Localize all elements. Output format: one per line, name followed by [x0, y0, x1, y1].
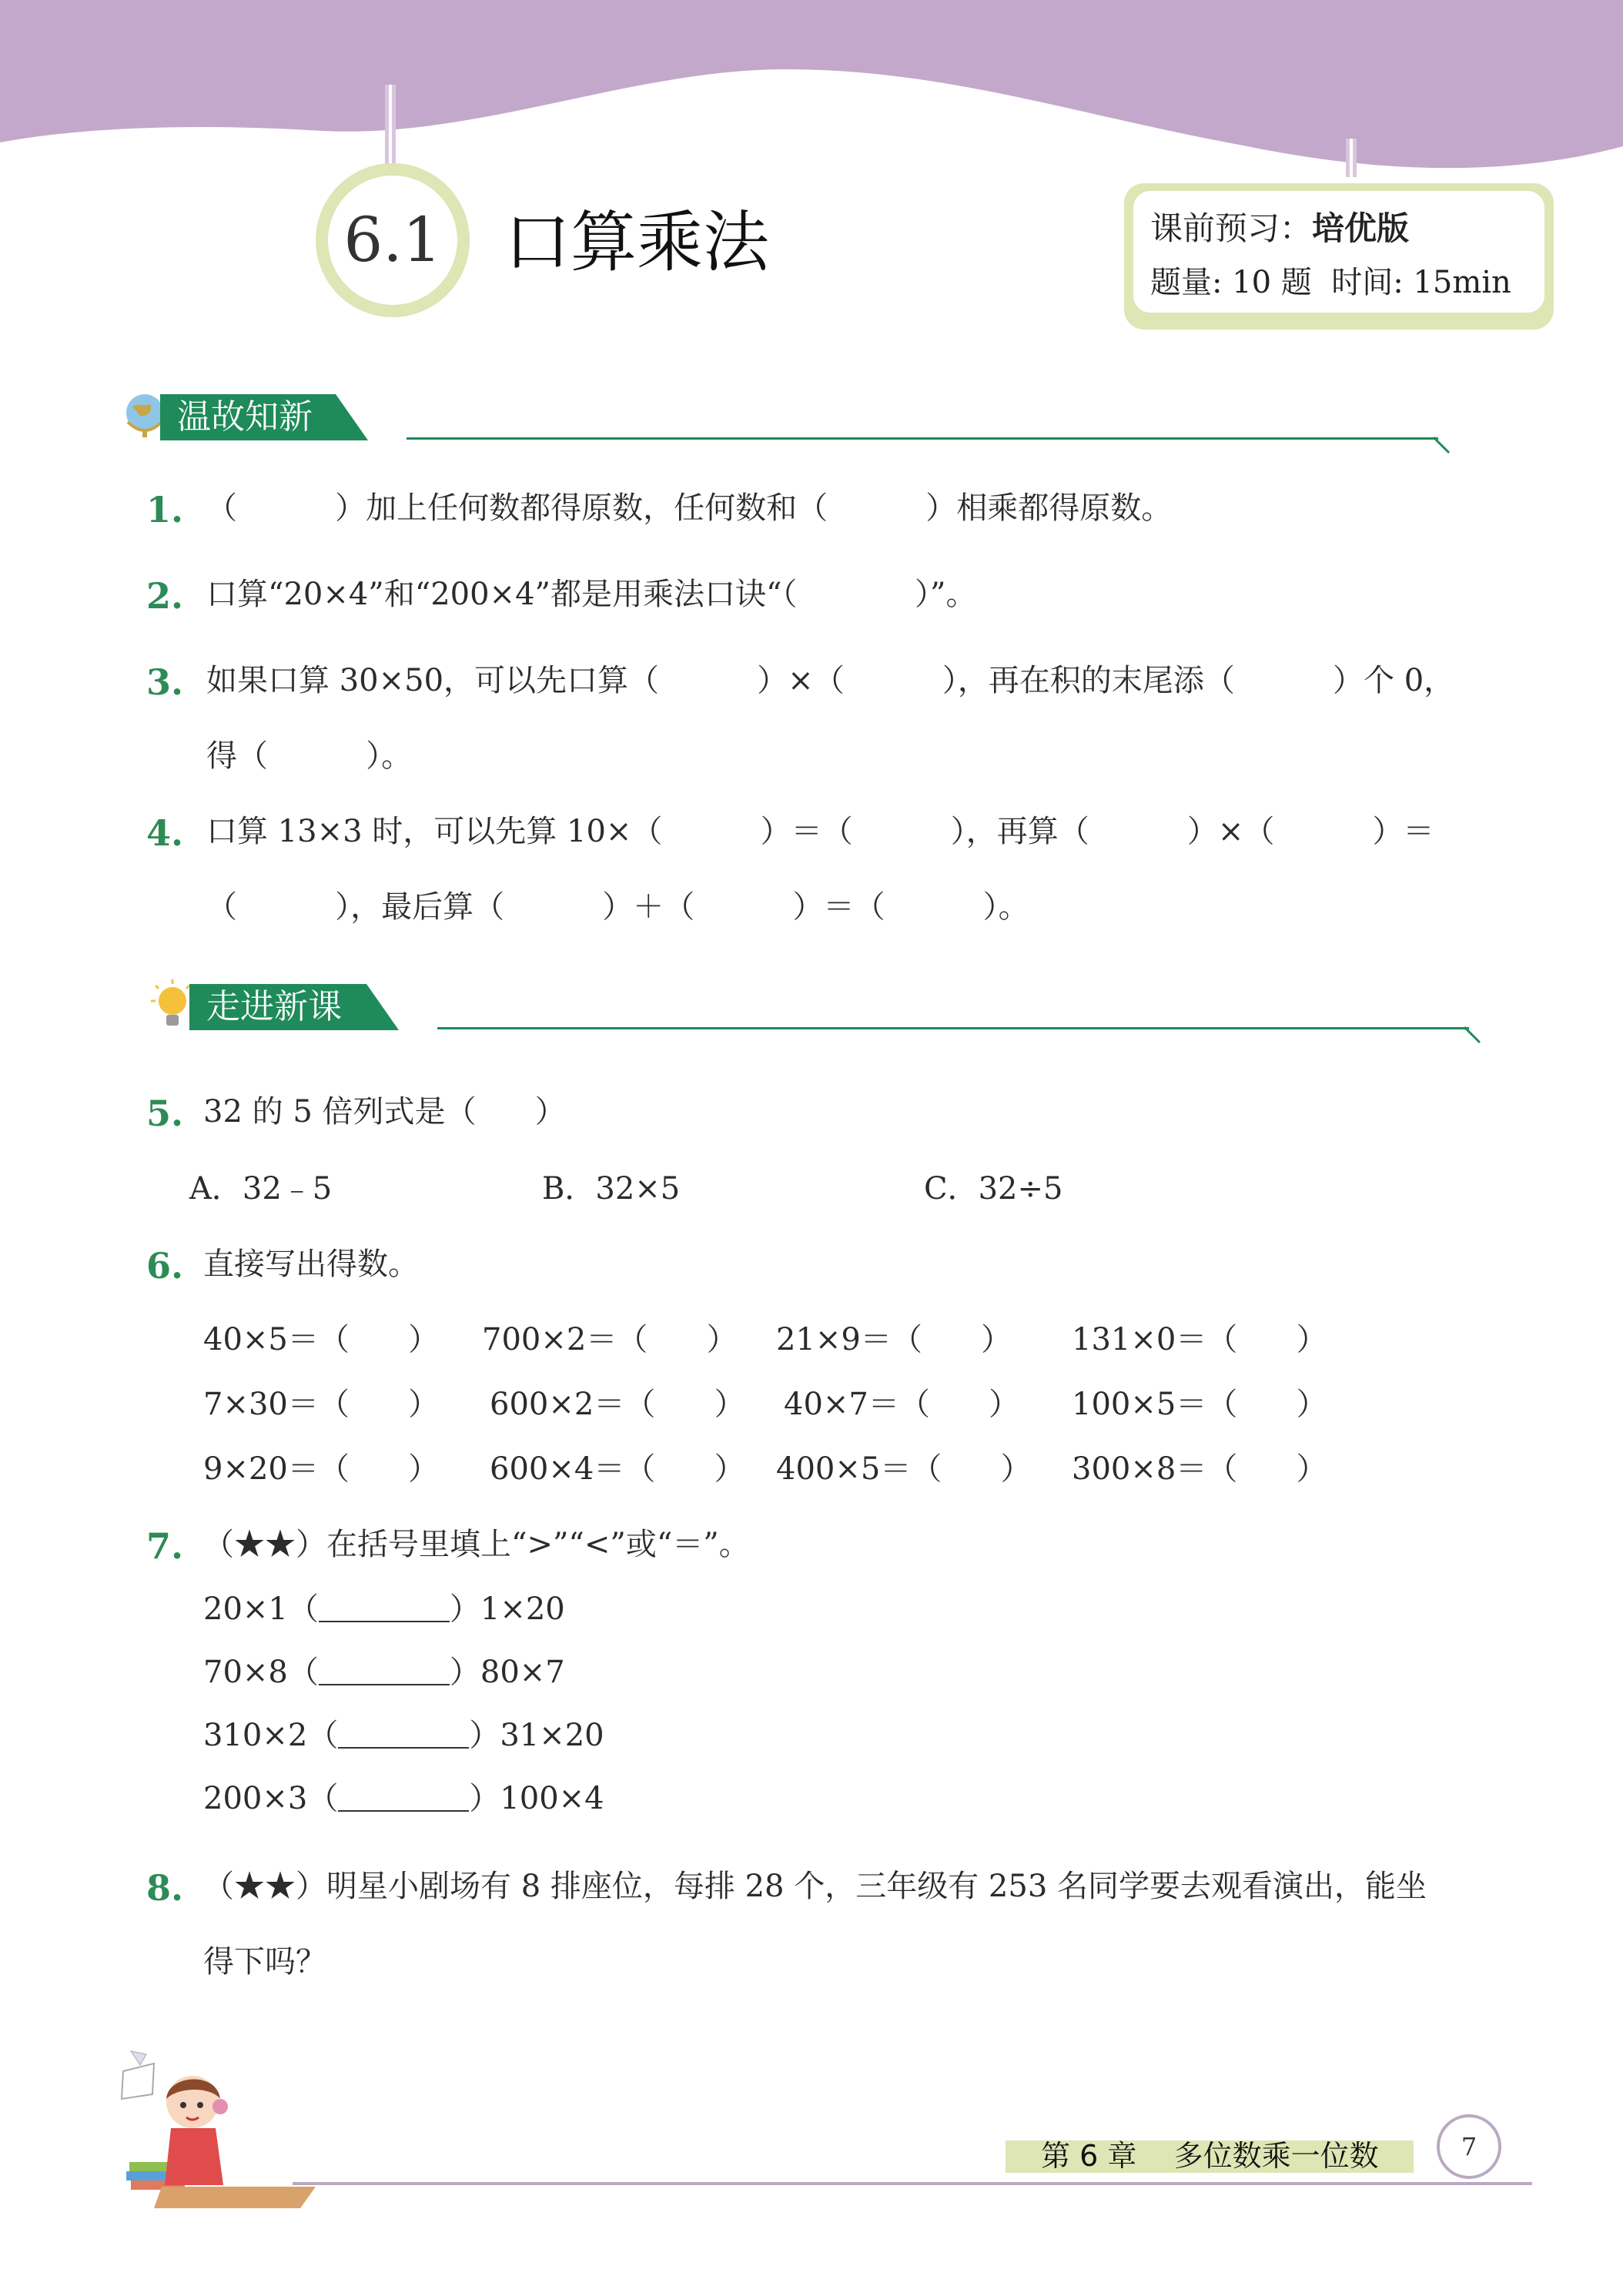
compare-row: 310×2（ ）31×20 — [203, 1718, 604, 1753]
question-6-text: 直接写出得数。 — [203, 1247, 419, 1282]
compare-row: 200×3（ ）100×4 — [203, 1781, 604, 1816]
question-8-line1: （★★）明星小剧场有 8 排座位，每排 28 个，三年级有 253 名同学要去观看演出，能坐 — [203, 1869, 1427, 1904]
question-number-7: 7. — [146, 1525, 184, 1567]
question-4-line2: （ ），最后算（ ）＋（ ）＝（ ）。 — [206, 889, 1029, 925]
calc-item: 40×5＝（ ） — [203, 1322, 440, 1357]
question-3-line2: 得（ ）。 — [206, 738, 413, 774]
calc-item: 700×2＝（ ） — [482, 1322, 738, 1357]
calc-item: 131×0＝（ ） — [1072, 1322, 1327, 1357]
student-illustration — [108, 2048, 323, 2210]
compare-blank[interactable] — [338, 1779, 469, 1812]
calc-item: 300×8＝（ ） — [1072, 1451, 1327, 1487]
question-2-text: 口算“20×4”和“200×4”都是用乘法口诀“（ ）”。 — [206, 577, 977, 612]
question-number-2: 2. — [146, 575, 184, 617]
question-number-4: 4. — [146, 812, 184, 854]
compare-left: 310×2 — [203, 1718, 308, 1753]
question-3-line1: 如果口算 30×50，可以先口算（ ）×（ ），再在积的末尾添（ ）个 0， — [206, 663, 1455, 698]
compare-right: 100×4 — [500, 1781, 604, 1816]
question-4-line1: 口算 13×3 时，可以先算 10×（ ）＝（ ），再算（ ）×（ ）＝ — [206, 814, 1434, 849]
footer-chapter: 第 6 章 多位数乘一位数 — [1041, 2139, 1379, 2173]
compare-row: 70×8（ ）80×7 — [203, 1655, 565, 1690]
question-1-text: （ ）加上任何数都得原数，任何数和（ ）相乘都得原数。 — [206, 490, 1173, 526]
question-8-line2: 得下吗？ — [203, 1944, 326, 1980]
calc-item: 7×30＝（ ） — [203, 1387, 440, 1422]
lightbulb-icon — [151, 978, 194, 1033]
calc-item: 600×4＝（ ） — [490, 1451, 745, 1487]
page-number: 7 — [1461, 2132, 1477, 2161]
compare-right: 1×20 — [480, 1591, 565, 1627]
calc-item: 400×5＝（ ） — [776, 1451, 1032, 1487]
question-number-3: 3. — [146, 661, 184, 703]
section-rule-2 — [437, 1027, 1469, 1029]
section-label-new: 走进新课 — [206, 987, 342, 1026]
compare-left: 70×8 — [203, 1655, 288, 1690]
info-label: 课前预习： — [1150, 209, 1313, 247]
section-rule-1-end — [1434, 436, 1452, 456]
footer-line — [293, 2182, 1532, 2185]
compare-blank[interactable] — [319, 1653, 450, 1685]
compare-row: 20×1（ ）1×20 — [203, 1591, 565, 1627]
compare-left: 20×1 — [203, 1591, 288, 1627]
option-b: B．32×5 — [542, 1171, 681, 1207]
calc-item: 40×7＝（ ） — [784, 1387, 1020, 1422]
question-number-1: 1. — [146, 489, 184, 530]
calc-item: 100×5＝（ ） — [1072, 1387, 1327, 1422]
compare-blank[interactable] — [338, 1716, 469, 1749]
question-7-text: （★★）在括号里填上“>”“<”或“＝”。 — [203, 1527, 750, 1562]
section-rule-1 — [407, 437, 1438, 440]
section-title: 口算乘法 — [504, 204, 769, 281]
section-number: 6.1 — [343, 204, 442, 276]
question-number-8: 8. — [146, 1867, 184, 1909]
option-c: C．32÷5 — [924, 1171, 1063, 1207]
calc-item: 21×9＝（ ） — [776, 1322, 1012, 1357]
info-box — [1133, 191, 1544, 313]
section-label-review: 温故知新 — [177, 397, 313, 437]
question-5-text: 32 的 5 倍列式是（ ） — [203, 1094, 566, 1130]
compare-right: 80×7 — [480, 1655, 565, 1690]
info-meta: 题量: 10 题 时间: 15min — [1150, 265, 1511, 300]
info-edition: 培优版 — [1312, 209, 1410, 247]
question-number-5: 5. — [146, 1093, 184, 1134]
header-wave — [0, 0, 1623, 177]
calc-item: 9×20＝（ ） — [203, 1451, 440, 1487]
compare-blank[interactable] — [319, 1590, 450, 1622]
calc-item: 600×2＝（ ） — [490, 1387, 745, 1422]
compare-right: 31×20 — [500, 1718, 604, 1753]
compare-left: 200×3 — [203, 1781, 308, 1816]
option-a: A．32﹣5 — [189, 1171, 333, 1207]
section-rule-2-end — [1464, 1026, 1483, 1046]
question-number-6: 6. — [146, 1245, 184, 1287]
